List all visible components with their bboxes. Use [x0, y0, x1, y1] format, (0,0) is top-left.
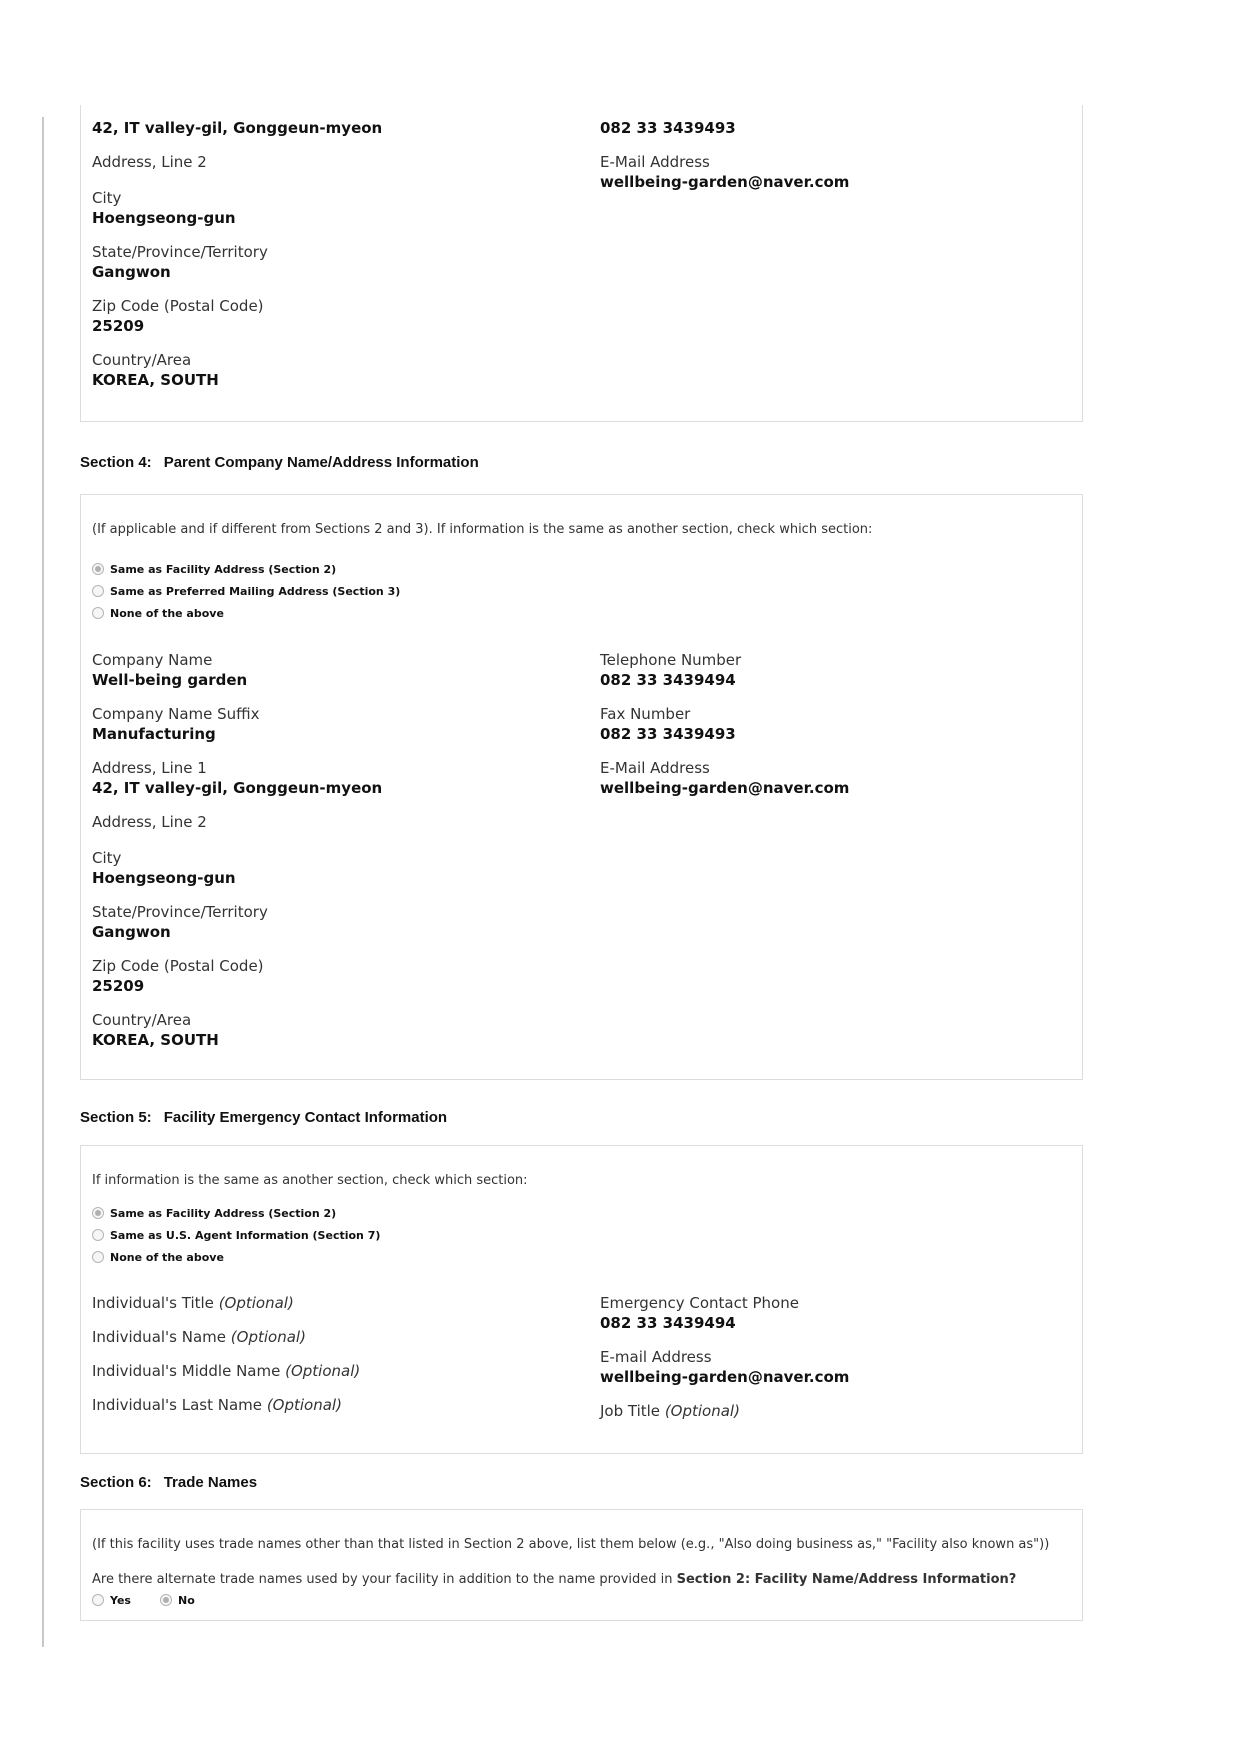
section5-middle-name-label: Individual's Middle Name: [92, 1362, 281, 1380]
section4-option-facility[interactable]: [92, 558, 400, 580]
section3-panel: [80, 105, 1083, 422]
section4-option-label: Same as Preferred Mailing Address (Section 3): [110, 584, 401, 598]
radio-icon[interactable]: [92, 607, 104, 619]
section3-zip-value: 25209: [92, 317, 145, 335]
radio-icon[interactable]: [92, 1207, 104, 1219]
section3-address-line1-value: 42, IT valley-gil, Gonggeun-myeon: [92, 119, 383, 137]
section5-last-name-label: Individual's Last Name: [92, 1396, 263, 1414]
section6-number: Section 6:: [80, 1474, 152, 1491]
section5-phone-value: 082 33 3439494: [600, 1314, 736, 1332]
section4-state-label: State/Province/Territory: [92, 903, 268, 921]
section3-state-value: Gangwon: [92, 263, 171, 281]
section4-company-name-value: Well-being garden: [92, 671, 248, 689]
section5-title: Facility Emergency Contact Information: [163, 1109, 448, 1126]
section4-right-column: [600, 650, 1070, 812]
section4-country-value: KOREA, SOUTH: [92, 1031, 219, 1049]
radio-icon[interactable]: [92, 1594, 104, 1606]
section5-job-title-label: Job Title: [600, 1402, 661, 1420]
section4-city-label: City: [92, 849, 122, 867]
section5-panel: [80, 1145, 1083, 1454]
section6-option-no[interactable]: [160, 1589, 195, 1611]
section3-right-column: [600, 118, 1070, 206]
section4-panel: [80, 494, 1083, 1080]
section4-suffix-label: Company Name Suffix: [92, 705, 260, 723]
optional-marker: (Optional): [230, 1328, 306, 1346]
section3-city-label: City: [92, 189, 122, 207]
section6-radio-group: [92, 1589, 195, 1611]
section5-option-label: Same as Facility Address (Section 2): [110, 1206, 337, 1220]
section3-left-column: [92, 118, 572, 404]
section4-option-label: None of the above: [110, 606, 224, 620]
section6-question-text: Are there alternate trade names used by your facility in addition to the name provided in: [92, 1572, 673, 1587]
section5-option-facility[interactable]: [92, 1202, 380, 1224]
section6-question-bold: Section 2: Facility Name/Address Information?: [676, 1572, 1017, 1587]
section4-zip-value: 25209: [92, 977, 145, 995]
section5-name-field: [92, 1327, 572, 1347]
section4-company-name-label: Company Name: [92, 651, 213, 669]
section5-option-none[interactable]: [92, 1246, 380, 1268]
section5-right-column: [600, 1293, 1070, 1421]
section3-address-line2-label: Address, Line 2: [92, 153, 207, 171]
section3-country-value: KOREA, SOUTH: [92, 371, 219, 389]
section5-note: If information is the same as another section, check which section:: [92, 1173, 528, 1188]
section4-number: Section 4:: [80, 454, 152, 471]
section5-title-field: [92, 1293, 572, 1313]
section4-country-label: Country/Area: [92, 1011, 192, 1029]
radio-icon[interactable]: [92, 1229, 104, 1241]
section6-option-label: No: [178, 1593, 195, 1607]
radio-icon[interactable]: [92, 1251, 104, 1263]
section5-title-label: Individual's Title: [92, 1294, 214, 1312]
section3-email-label: E-Mail Address: [600, 153, 710, 171]
optional-marker: (Optional): [218, 1294, 294, 1312]
section4-fax-value: 082 33 3439493: [600, 725, 736, 743]
section4-address-line1-value: 42, IT valley-gil, Gonggeun-myeon: [92, 779, 383, 797]
section5-name-label: Individual's Name: [92, 1328, 227, 1346]
section4-left-column: [92, 650, 572, 1064]
section4-state-value: Gangwon: [92, 923, 171, 941]
radio-icon[interactable]: [92, 585, 104, 597]
section5-email-label: E-mail Address: [600, 1348, 712, 1366]
section4-address-line1-label: Address, Line 1: [92, 759, 207, 777]
section4-option-label: Same as Facility Address (Section 2): [110, 562, 337, 576]
section5-option-label: None of the above: [110, 1250, 224, 1264]
section4-email-label: E-Mail Address: [600, 759, 710, 777]
section5-last-name-field: [92, 1395, 572, 1415]
section3-country-label: Country/Area: [92, 351, 192, 369]
section5-radio-group: [92, 1202, 380, 1268]
section5-heading: [80, 1109, 447, 1126]
section4-address-line2-label: Address, Line 2: [92, 813, 207, 831]
section3-city-value: Hoengseong-gun: [92, 209, 236, 227]
section6-panel: [80, 1509, 1083, 1621]
section5-phone-label: Emergency Contact Phone: [600, 1294, 799, 1312]
section5-left-column: [92, 1293, 572, 1415]
page-left-rule: [42, 117, 44, 1647]
section4-radio-group: [92, 558, 400, 624]
section4-option-none[interactable]: [92, 602, 400, 624]
section5-number: Section 5:: [80, 1109, 152, 1126]
section6-note: (If this facility uses trade names other than that listed in Section 2 above, list them below (e.g., "Also doing business as," "Facility also known as")): [92, 1537, 1050, 1552]
section4-telephone-label: Telephone Number: [600, 651, 742, 669]
section4-city-value: Hoengseong-gun: [92, 869, 236, 887]
section4-heading: [80, 454, 479, 471]
optional-marker: (Optional): [285, 1362, 361, 1380]
section4-zip-label: Zip Code (Postal Code): [92, 957, 264, 975]
section4-title: Parent Company Name/Address Information: [163, 454, 479, 471]
radio-icon[interactable]: [92, 563, 104, 575]
section6-heading: [80, 1474, 257, 1491]
section4-note: (If applicable and if different from Sections 2 and 3). If information is the same as another section, check which section:: [92, 522, 873, 537]
section3-fax-value: 082 33 3439493: [600, 119, 736, 137]
section5-email-value: wellbeing-garden@naver.com: [600, 1368, 850, 1386]
section5-middle-name-field: [92, 1361, 572, 1381]
section4-email-value: wellbeing-garden@naver.com: [600, 779, 850, 797]
section4-telephone-value: 082 33 3439494: [600, 671, 736, 689]
section5-job-title-field: [600, 1401, 1070, 1421]
optional-marker: (Optional): [266, 1396, 342, 1414]
section3-state-label: State/Province/Territory: [92, 243, 268, 261]
section3-zip-label: Zip Code (Postal Code): [92, 297, 264, 315]
section4-fax-label: Fax Number: [600, 705, 691, 723]
section6-title: Trade Names: [163, 1474, 258, 1491]
section6-question: [92, 1572, 1072, 1587]
section6-option-yes[interactable]: [92, 1589, 160, 1611]
optional-marker: (Optional): [664, 1402, 740, 1420]
section5-option-us-agent[interactable]: [92, 1224, 380, 1246]
section4-option-mailing[interactable]: [92, 580, 400, 602]
section6-option-label: Yes: [110, 1593, 131, 1607]
section5-option-label: Same as U.S. Agent Information (Section 7): [110, 1228, 381, 1242]
radio-icon[interactable]: [160, 1594, 172, 1606]
section4-suffix-value: Manufacturing: [92, 725, 216, 743]
section3-email-value: wellbeing-garden@naver.com: [600, 173, 850, 191]
